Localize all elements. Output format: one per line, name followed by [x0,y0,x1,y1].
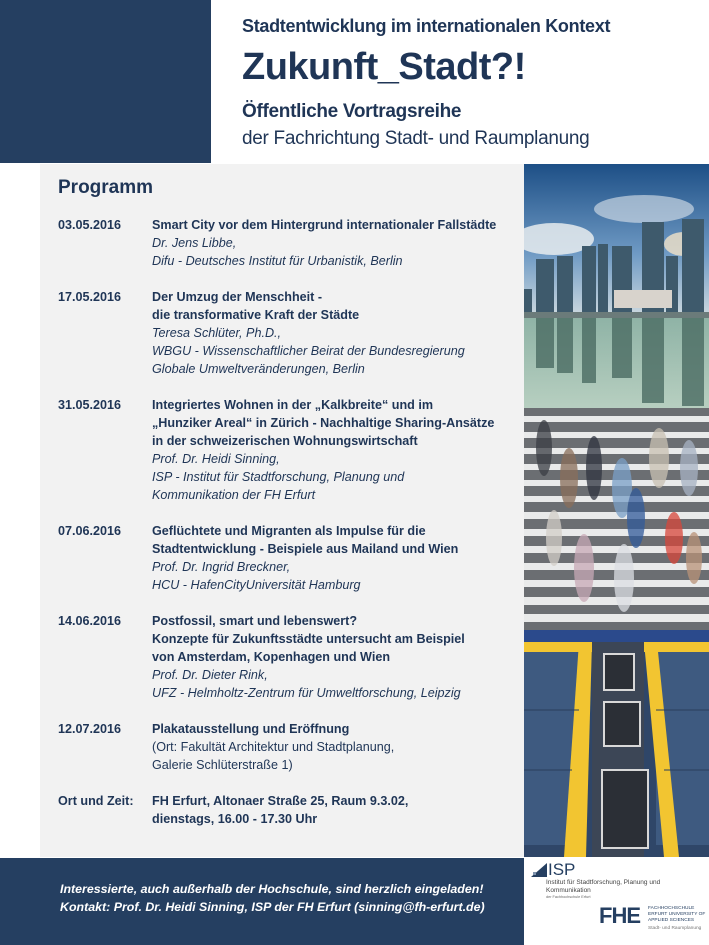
event-title: Integriertes Wohnen in der „Kalkbreite“ und im „Hunziker Areal“ in Zürich - Nachhaltige Sharing-Ansätze in der schweizerischen Wohnungswirtschaft [152,398,495,448]
event-institution: WBGU - Wissenschaftlicher Beirat der Bundesregierung Globale Umweltveränderungen, Berlin [152,344,465,376]
event-title: Smart City vor dem Hintergrund internationaler Fallstädte [152,218,497,232]
poster-title: Zukunft_Stadt?! [242,46,526,88]
event-speaker: Dr. Jens Libbe, [152,236,237,250]
event-date: 31.05.2016 [58,398,122,412]
event-speaker: Prof. Dr. Dieter Rink, [152,668,268,682]
event-list [58,216,524,846]
location-item [58,792,524,828]
fhe-logo-fullname: FACHHOCHSCHULE ERFURT UNIVERSITY OF APPLIED SCIENCES [648,906,706,924]
event-institution: UFZ - Helmholtz-Zentrum für Umweltforschung, Leipzig [152,686,461,700]
exhibition-title: Plakatausstellung und Eröffnung [152,722,350,736]
location-label: Ort und Zeit: [58,794,134,808]
event-item [58,396,524,504]
poster-subtitle: Stadtentwicklung im internationalen Kontext [242,16,611,36]
event-date: 17.05.2016 [58,290,122,304]
event-item [58,216,524,270]
footer-contact: Kontakt: Prof. Dr. Heidi Sinning, ISP der FH Erfurt (sinning@fh-erfurt.de) [60,900,485,914]
series-subtitle: der Fachrichtung Stadt- und Raumplanung [242,128,590,149]
photo-column [524,164,709,857]
event-speaker: Prof. Dr. Heidi Sinning, [152,452,280,466]
isp-logo-fullname: Institut für Stadtforschung, Planung und Kommunikation [546,879,661,894]
event-institution: ISP - Institut für Stadtforschung, Planung und Kommunikation der FH Erfurt [152,470,405,502]
event-date: 14.06.2016 [58,614,122,628]
event-date: 07.06.2016 [58,524,122,538]
event-title: Geflüchtete und Migranten als Impulse für die Stadtentwicklung - Beispiele aus Mailand und Wien [152,524,459,556]
facade-photo [524,630,709,857]
exhibition-details: (Ort: Fakultät Architektur und Stadtplanung, Galerie Schlüterstraße 1) [152,740,395,772]
event-title: Postfossil, smart und lebenswert? Konzepte für Zukunftsstädte untersucht am Beispiel von Amsterdam, Kopenhagen und Wien [152,614,465,664]
logo-area [524,858,709,945]
program-heading: Programm [58,177,154,198]
footer-banner [0,858,524,945]
footer-invitation: Interessierte, auch außerhalb der Hochschule, sind herzlich eingeladen! [60,882,484,896]
event-date: 03.05.2016 [58,218,122,232]
event-speaker: Prof. Dr. Ingrid Breckner, [152,560,291,574]
skyline-photo [524,164,709,408]
event-institution: Difu - Deutsches Institut für Urbanistik, Berlin [152,254,403,268]
event-title: Der Umzug der Menschheit - die transformative Kraft der Städte [152,290,360,322]
location-value: FH Erfurt, Altonaer Straße 25, Raum 9.3.02, dienstags, 16.00 - 17.30 Uhr [152,794,409,826]
isp-logo-icon [531,863,547,877]
event-speaker: Teresa Schlüter, Ph.D., [152,326,282,340]
event-item [58,612,524,702]
header-navy-block [0,0,211,163]
isp-logo-name: ISP [548,860,576,879]
event-institution: HCU - HafenCityUniversität Hamburg [152,578,361,592]
poster-header [242,14,702,151]
fhe-logo-department: Stadt- und Raumplanung [648,926,702,931]
series-label: Öffentliche Vortragsreihe [242,101,462,122]
exhibition-item [58,720,524,774]
exhibition-date: 12.07.2016 [58,722,122,736]
program-panel [40,164,524,857]
isp-logo-parent: der Fachhochschule Erfurt [546,895,591,899]
fhe-logo-name: FHE [599,903,640,928]
crowd-photo [524,408,709,630]
event-item [58,522,524,594]
event-item [58,288,524,378]
